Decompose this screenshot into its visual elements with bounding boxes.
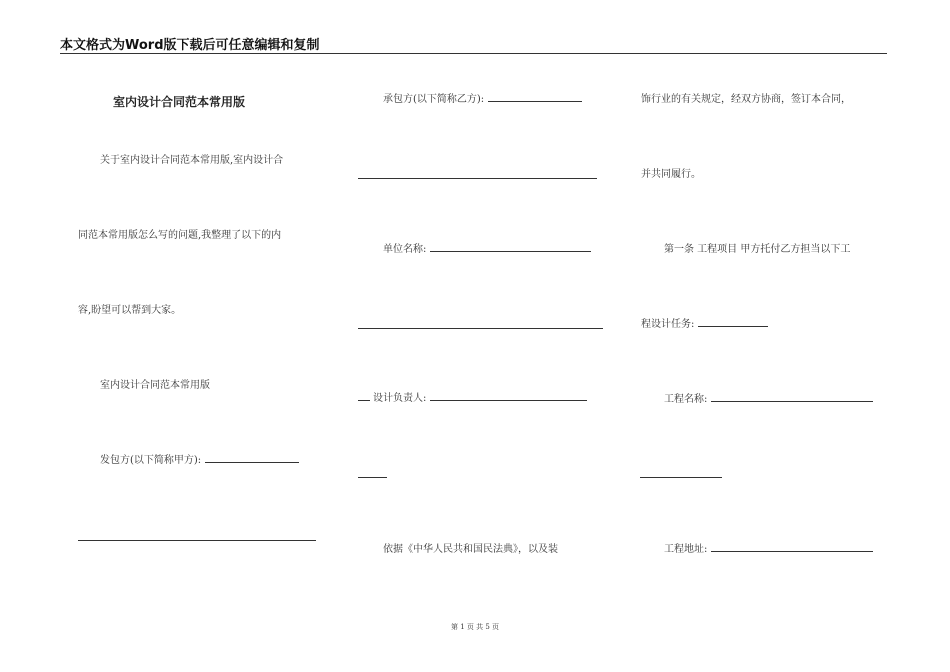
intro-line-1: 关于室内设计合同范本常用版,室内设计合: [100, 155, 284, 166]
party-b-label: 承包方(以下简称乙方):: [383, 94, 485, 105]
section-subtitle: 室内设计合同范本常用版: [100, 380, 210, 391]
unit-name-label: 单位名称:: [383, 244, 427, 255]
intro-line-2: 同范本常用版怎么写的问题,我整理了以下的内: [78, 230, 282, 241]
design-lead-blank-line: [358, 477, 387, 478]
design-lead-blank: [430, 400, 587, 401]
article-1-line-1: 第一条 工程项目 甲方托付乙方担当以下工: [664, 244, 851, 255]
unit-name-field: [383, 243, 591, 257]
party-b-field: [383, 93, 582, 107]
document-title: 室内设计合同范本常用版: [113, 95, 246, 109]
party-a-label: 发包方(以下简称甲方):: [100, 455, 202, 466]
project-address-label: 工程地址:: [664, 544, 708, 555]
project-address-blank: [711, 551, 873, 552]
article-1-blank: [698, 326, 768, 327]
unit-name-blank-line: [358, 328, 603, 329]
basis-line-2: 饰行业的有关规定，经双方协商，签订本合同，: [641, 94, 851, 105]
project-name-field: [664, 393, 873, 407]
document-header: 本文格式为Word版下载后可任意编辑和复制: [60, 38, 320, 53]
project-name-blank: [711, 401, 873, 402]
article-1-label: 程设计任务:: [641, 319, 695, 330]
party-b-blank-line: [358, 178, 597, 179]
party-a-blank: [205, 462, 299, 463]
design-lead-field: [358, 392, 587, 406]
article-1-field: [641, 318, 768, 332]
header-rule: [60, 53, 887, 54]
party-b-blank: [488, 101, 582, 102]
party-a-blank-line: [78, 540, 316, 541]
basis-line-3: 并共同履行。: [641, 169, 701, 180]
intro-line-3: 容,盼望可以帮到大家。: [78, 305, 182, 316]
page-footer: 第 1 页 共 5 页: [450, 623, 500, 631]
party-a-field: [100, 454, 299, 468]
basis-line-1: 依据《中华人民共和国民法典》，以及装: [383, 544, 558, 555]
project-name-label: 工程名称:: [664, 394, 708, 405]
design-lead-label: 设计负责人:: [373, 393, 427, 404]
project-name-blank-line: [640, 477, 722, 478]
project-address-field: [664, 543, 873, 557]
unit-name-blank: [430, 251, 591, 252]
design-lead-pre-blank: [358, 400, 370, 401]
